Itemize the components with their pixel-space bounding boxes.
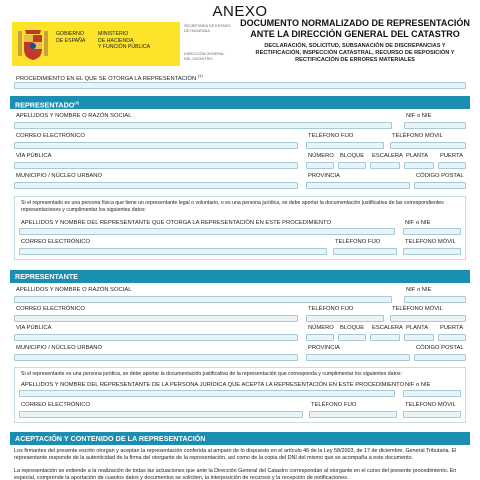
representante-provincia-field[interactable] [306, 354, 410, 361]
representado-apellidos-label: APELLIDOS Y NOMBRE O RAZÓN SOCIAL [16, 113, 132, 119]
representado-puerta-label: PUERTA [440, 153, 463, 159]
representado-tel-movil-label: TELÉFONO MÓVIL [392, 133, 443, 139]
aceptacion-paragraph-2: La representación se extiende a la realización de todas las actuaciones que ante la Dirección General del Catastro correspondan al otorgante en el curso del presente procedimiento. En especial, comprende la aportación de cuantos datos y documentos se soliciten, la interposición de recursos y la recepción de notificaciones. [14, 468, 457, 480]
secretaria-label: SECRETARÍA DE ESTADO DE HACIENDA [184, 24, 231, 33]
representado-tel-movil-field[interactable] [390, 142, 466, 149]
aceptacion-section-header: ACEPTACIÓN Y CONTENIDO DE LA REPRESENTACIÓN [10, 432, 470, 445]
representante-sub-apellidos-label: APELLIDOS Y NOMBRE DEL REPRESENTANTE DE LA PERSONA JURÍDICA QUE ACEPTA LA REPRESENTACIÓN EN ESTE PROCEDIMIENTO [21, 382, 405, 388]
representante-puerta-field[interactable] [438, 334, 466, 341]
representante-sub-correo-field[interactable] [19, 411, 303, 418]
representado-sub-apellidos-label: APELLIDOS Y NOMBRE DEL REPRESENTANTE QUE OTORGA LA REPRESENTACIÓN EN ESTE PROCEDIMIENTO [21, 220, 331, 226]
representado-legal-rep-box [14, 196, 466, 260]
representado-correo-field[interactable] [14, 142, 298, 149]
representante-numero-field[interactable] [306, 334, 334, 341]
representado-sub-correo-field[interactable] [19, 248, 327, 255]
document-title [240, 18, 470, 39]
representante-tel-fijo-label: TELÉFONO FIJO [308, 306, 354, 312]
representado-bloque-label: BLOQUE [340, 153, 365, 159]
procedimiento-field[interactable] [14, 82, 466, 89]
representado-cp-field[interactable] [414, 182, 466, 189]
representante-planta-label: PLANTA [406, 325, 429, 331]
representante-planta-field[interactable] [404, 334, 434, 341]
representante-escalera-label: ESCALERA [372, 325, 403, 331]
representante-correo-field[interactable] [14, 315, 298, 322]
representante-sub-fijo-label: TELÉFONO FIJO [311, 402, 357, 408]
representado-sub-fijo-label: TELÉFONO FIJO [335, 239, 381, 245]
representado-planta-field[interactable] [404, 162, 434, 169]
representante-sub-fijo-field[interactable] [309, 411, 397, 418]
representante-escalera-field[interactable] [370, 334, 400, 341]
representante-tel-fijo-field[interactable] [306, 315, 384, 322]
representado-nif-field[interactable] [404, 122, 466, 129]
representante-via-field[interactable] [14, 334, 298, 341]
annex-heading: ANEXO [212, 3, 268, 20]
representante-section-header: REPRESENTANTE [10, 270, 470, 283]
procedimiento-label: PROCEDIMIENTO EN EL QUE SE OTORGA LA REPRESENTACIÓN $^{(1)}$ [16, 73, 203, 82]
representado-tel-fijo-label: TELÉFONO FIJO [308, 133, 354, 139]
representado-numero-label: NÚMERO [308, 153, 334, 159]
representado-via-label: VÍA PÚBLICA [16, 153, 52, 159]
representante-apellidos-field[interactable] [14, 296, 392, 303]
representado-sub-nif-label: NIF o NIE [405, 220, 431, 226]
title-line-1: DOCUMENTO NORMALIZADO DE REPRESENTACIÓN [240, 18, 470, 28]
ministerio-label: MINISTERIO DE HACIENDA Y FUNCIÓN PÚBLICA [98, 31, 151, 50]
representante-legal-rep-box [14, 367, 466, 423]
representado-municipio-field[interactable] [14, 182, 298, 189]
representado-sub-correo-label: CORREO ELECTRÓNICO [21, 239, 90, 245]
representante-municipio-label: MUNICIPIO / NÚCLEO URBANO [16, 345, 102, 351]
representado-nif-label: NIF o NIE [406, 113, 432, 119]
representado-section-header: REPRESENTADO$^{(2)}$ [10, 96, 470, 109]
representado-sub-movil-label: TELÉFONO MÓVIL [405, 239, 456, 245]
representante-sub-movil-field[interactable] [403, 411, 461, 418]
title-line-2: ANTE LA DIRECCIÓN GENERAL DEL CATASTRO [250, 28, 460, 39]
representante-tel-movil-field[interactable] [390, 315, 466, 322]
aceptacion-paragraph-1: Los firmantes del presente escrito otorgan y aceptan la representación conferida al amparo de lo dispuesto en el artículo 46 de la Ley 58/2003, de 17 de diciembre, General Tributaria. El representante responde de la autenticidad de la firma del otorgante de la representación, así como de la copia del DNI del mismo que se acompaña a este documento. [14, 448, 457, 462]
representado-sub-movil-field[interactable] [403, 248, 461, 255]
representado-escalera-label: ESCALERA [372, 153, 403, 159]
representado-via-field[interactable] [14, 162, 298, 169]
representante-bloque-field[interactable] [338, 334, 366, 341]
representante-sub-nif-field[interactable] [403, 390, 461, 397]
representante-bloque-label: BLOQUE [340, 325, 365, 331]
representante-cp-label: CÓDIGO POSTAL [416, 345, 464, 351]
representado-puerta-field[interactable] [438, 162, 466, 169]
direccion-label: DIRECCIÓN GENERAL DEL CATASTRO [184, 52, 225, 61]
representante-nif-field[interactable] [404, 296, 466, 303]
coat-of-arms-icon [16, 26, 50, 62]
representado-sub-nif-field[interactable] [403, 228, 461, 235]
representante-provincia-label: PROVINCIA [308, 345, 340, 351]
representante-sub-movil-label: TELÉFONO MÓVIL [405, 402, 456, 408]
representante-via-label: VÍA PÚBLICA [16, 325, 52, 331]
government-logo [12, 22, 180, 66]
representado-escalera-field[interactable] [370, 162, 400, 169]
representado-provincia-label: PROVINCIA [308, 173, 340, 179]
representado-sub-apellidos-field[interactable] [19, 228, 395, 235]
representante-cp-field[interactable] [414, 354, 466, 361]
representado-cp-label: CÓDIGO POSTAL [416, 173, 464, 179]
representado-correo-label: CORREO ELECTRÓNICO [16, 133, 85, 139]
representante-sub-apellidos-field[interactable] [19, 390, 395, 397]
representante-correo-label: CORREO ELECTRÓNICO [16, 306, 85, 312]
gobierno-label: GOBIERNO DE ESPAÑA [56, 31, 86, 44]
representante-sub-correo-label: CORREO ELECTRÓNICO [21, 402, 90, 408]
document-subtitle: DECLARACIÓN, SOLICITUD, SUBSANACIÓN DE DISCREPANCIAS Y RECTIFICACIÓN, INSPECCIÓN CATASTRAL, RECURSO DE REPOSICIÓN Y RECTIFICACIÓN DE ERRORES MATERIALES [255, 43, 455, 63]
representado-numero-field[interactable] [306, 162, 334, 169]
representante-puerta-label: PUERTA [440, 325, 463, 331]
representado-planta-label: PLANTA [406, 153, 429, 159]
representante-municipio-field[interactable] [14, 354, 298, 361]
representante-note: Si el representante es una persona jurídica, se debe aportar la documentación justificativa de la representación que corresponda y cumplimentar los siguientes datos: [21, 371, 402, 377]
representado-municipio-label: MUNICIPIO / NÚCLEO URBANO [16, 173, 102, 179]
representado-apellidos-field[interactable] [14, 122, 392, 129]
representante-sub-nif-label: NIF o NIE [405, 382, 431, 388]
representado-provincia-field[interactable] [306, 182, 410, 189]
representante-numero-label: NÚMERO [308, 325, 334, 331]
representante-apellidos-label: APELLIDOS Y NOMBRE O RAZÓN SOCIAL [16, 287, 132, 293]
representado-sub-fijo-field[interactable] [333, 248, 397, 255]
representante-tel-movil-label: TELÉFONO MÓVIL [392, 306, 443, 312]
representado-note: Si el representado es una persona física que tiene un representante legal o voluntario, o es una persona jurídica, se debe aportar la documentación justificativa de las correspondientes representaciones y cumplimentar los siguientes datos: [21, 200, 444, 213]
representado-tel-fijo-field[interactable] [306, 142, 384, 149]
representante-nif-label: NIF o NIE [406, 287, 432, 293]
representado-bloque-field[interactable] [338, 162, 366, 169]
